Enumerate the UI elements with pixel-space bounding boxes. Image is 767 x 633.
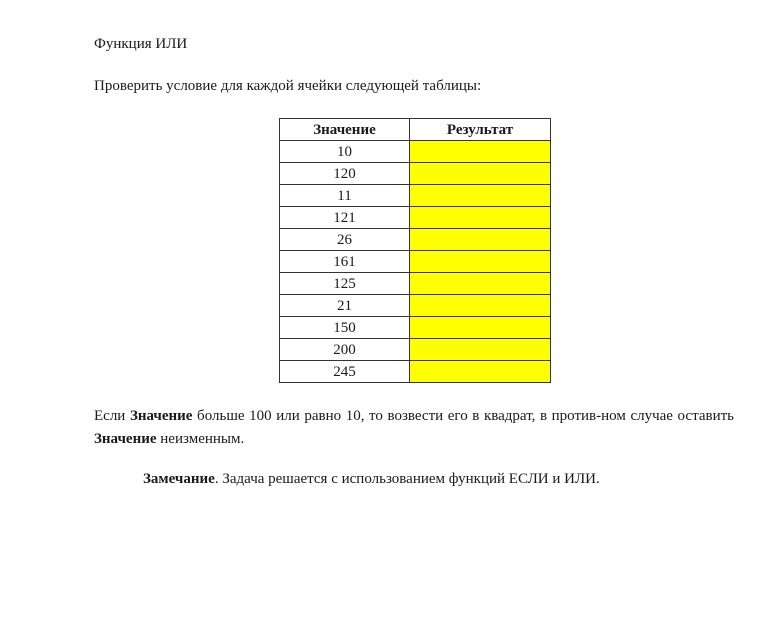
table-row	[280, 361, 551, 383]
result-cell[interactable]	[410, 317, 551, 339]
value-cell: 11	[280, 185, 410, 207]
result-cell[interactable]	[410, 295, 551, 317]
header-value: Значение	[280, 119, 410, 141]
value-cell: 120	[280, 163, 410, 185]
rule-text-2: больше 100 или равно 10, то возвести его в квадрат, в против-ном случае оставить	[192, 408, 734, 424]
value-cell: 161	[280, 251, 410, 273]
result-cell[interactable]	[410, 361, 551, 383]
result-cell[interactable]	[410, 251, 551, 273]
value-cell: 21	[280, 295, 410, 317]
table-row	[280, 207, 551, 229]
table-row	[280, 141, 551, 163]
result-cell[interactable]	[410, 339, 551, 361]
result-cell[interactable]	[410, 229, 551, 251]
table-row	[280, 229, 551, 251]
table-row	[280, 295, 551, 317]
note-label: Замечание	[143, 471, 215, 487]
rule-bold-value-2: Значение	[94, 431, 157, 447]
result-cell[interactable]	[410, 273, 551, 295]
note-text: . Задача решается с использованием функций ЕСЛИ и ИЛИ.	[214, 471, 600, 487]
result-cell[interactable]	[410, 141, 551, 163]
value-cell: 26	[280, 229, 410, 251]
task-intro: Проверить условие для каждой ячейки следующей таблицы:	[94, 78, 482, 94]
rule-text-1: Если	[94, 408, 130, 424]
value-cell: 200	[280, 339, 410, 361]
table-row	[280, 163, 551, 185]
rule-bold-value-1: Значение	[129, 408, 193, 424]
rule-paragraph	[94, 405, 734, 451]
result-cell[interactable]	[410, 163, 551, 185]
value-cell: 10	[280, 141, 410, 163]
rule-text-3: неизменным.	[156, 431, 245, 447]
table-row	[280, 273, 551, 295]
table-row	[280, 339, 551, 361]
note-paragraph	[143, 471, 600, 488]
page-title: Функция ИЛИ	[94, 36, 188, 52]
result-cell[interactable]	[410, 185, 551, 207]
table-header-row	[280, 119, 551, 141]
value-cell: 121	[280, 207, 410, 229]
value-cell: 125	[280, 273, 410, 295]
header-result: Результат	[410, 119, 551, 141]
value-cell: 245	[280, 361, 410, 383]
table-row	[280, 317, 551, 339]
value-cell: 150	[280, 317, 410, 339]
values-table	[279, 118, 551, 383]
table-row	[280, 185, 551, 207]
result-cell[interactable]	[410, 207, 551, 229]
table-row	[280, 251, 551, 273]
table-body	[280, 141, 551, 383]
